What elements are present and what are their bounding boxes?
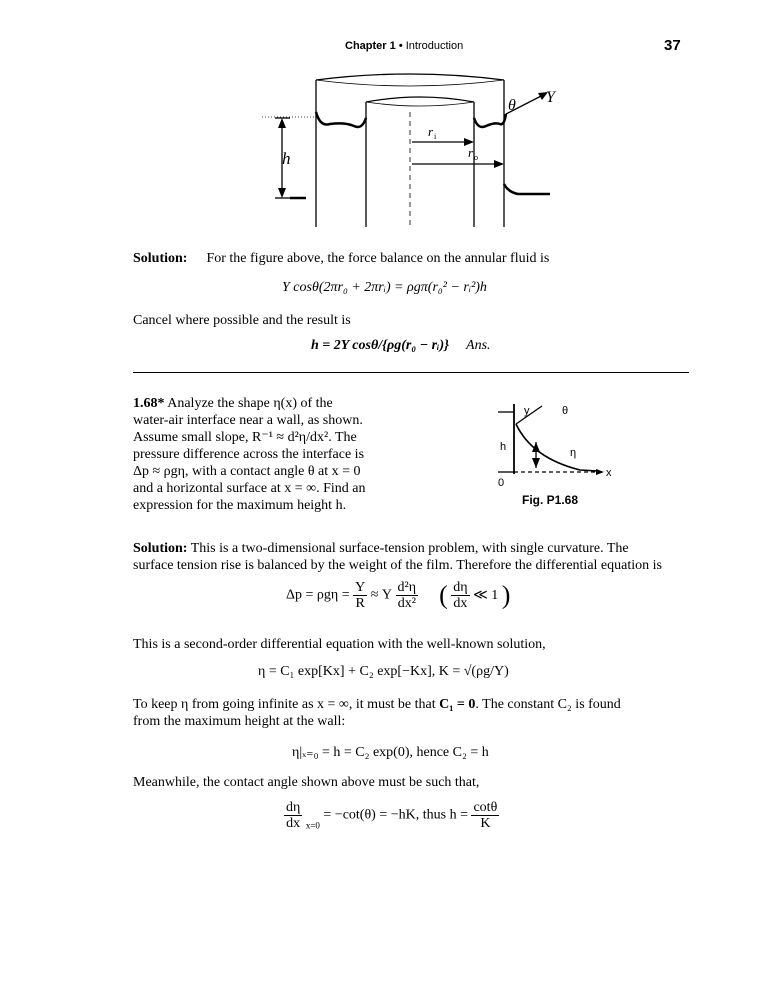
solution2-para-2 xyxy=(133,696,693,730)
problem-line-4: pressure difference across the interface is xyxy=(133,447,365,462)
solution2-intro xyxy=(133,540,693,574)
problem-statement xyxy=(133,395,413,514)
eq-dx2: dx² xyxy=(397,596,416,611)
contact-angle-equation xyxy=(284,800,499,831)
ri-label: r xyxy=(428,124,434,139)
eq5-num: cotθ xyxy=(473,800,498,815)
eq-Y: Y xyxy=(355,580,366,595)
page-number: 37 xyxy=(664,37,681,54)
ro-sub-label: o xyxy=(474,153,478,162)
eq-ll: ≪ 1 xyxy=(473,588,499,603)
result-formula: h = 2Y cosθ/{ρg(r₀ − rᵢ)} xyxy=(311,338,450,353)
solution2-lead: Solution: xyxy=(133,541,188,556)
solution1-line xyxy=(133,250,549,267)
eq5-den: K xyxy=(480,816,491,831)
h-label: h xyxy=(282,149,291,168)
fig-caption: Fig. P1.68 xyxy=(522,493,579,507)
solution2-line-4c: . The constant C₂ is found xyxy=(475,697,621,712)
wall-meniscus-figure xyxy=(470,402,620,512)
eq-R: R xyxy=(355,596,365,611)
solution2-line-2: surface tension rise is balanced by the weight of the film. Therefore the differential equation is xyxy=(133,558,662,573)
solution2-line-3: This is a second-order differential equation with the well-known solution, xyxy=(133,637,546,652)
eq-d2eta: d²η xyxy=(397,580,417,595)
force-balance-equation: Y cosθ(2πr₀ + 2πrᵢ) = ρgπ(r₀² − rᵢ²)h xyxy=(282,280,487,295)
fig-zero-label: 0 xyxy=(498,477,505,489)
problem-line-3: Assume small slope, R⁻¹ ≈ d²η/dx². The xyxy=(133,430,357,445)
solution1-text: For the figure above, the force balance on the annular fluid is xyxy=(206,251,550,266)
solution2-line-4a: To keep η from going infinite as x = ∞, it must be that xyxy=(133,697,436,712)
eq5-mid: = −cot(θ) = −hK, thus h = xyxy=(323,807,468,823)
fig-h-label: h xyxy=(500,441,507,453)
differential-equation: Δp = ρgη = $\frac{Y}{R}$ ≈ Y $\frac{\text{d²η}}{\text{dx²}}$ ( $\frac{d\eta}{dx}$ ≪ 1 ) xyxy=(286,580,511,611)
annular-tubes-figure xyxy=(250,72,570,232)
c1-zero: C₁ = 0 xyxy=(439,697,476,712)
problem-line-1: Analyze the shape η(x) of the xyxy=(167,396,333,411)
eq5-sub: x=0 xyxy=(305,820,320,831)
solution1-lead: Solution: xyxy=(133,251,188,266)
solution2-line-5: from the maximum height at the wall: xyxy=(133,714,346,729)
problem-line-6: and a horizontal surface at x = ∞. Find an xyxy=(133,481,366,496)
solution2-line-1: This is a two-dimensional surface-tension problem, with single curvature. The xyxy=(190,541,629,556)
cancel-text: Cancel where possible and the result is xyxy=(133,313,351,328)
eq5-lhs-den: dx xyxy=(286,816,301,831)
boundary-equation: η|ₓ₌₀ = h = C₂ exp(0), hence C₂ = h xyxy=(292,745,489,760)
ri-sub-label: i xyxy=(434,132,437,141)
eq5-lhs-num: dη xyxy=(286,800,301,815)
fig-theta-label: θ xyxy=(562,405,569,417)
running-header xyxy=(345,40,463,52)
section-label: Introduction xyxy=(405,40,464,52)
solution2-line-6: Meanwhile, the contact angle shown above must be such that, xyxy=(133,775,480,790)
problem-line-2: water-air interface near a wall, as shown. xyxy=(133,413,363,428)
Y-label: Y xyxy=(546,89,555,106)
ans-label: Ans. xyxy=(466,338,491,353)
fig-eta-label: η xyxy=(570,447,577,459)
chapter-label: Chapter 1 xyxy=(345,40,396,52)
problem-line-5: Δp ≈ ρgη, with a contact angle θ at x = 0 xyxy=(133,464,361,479)
problem-number: 1.68* xyxy=(133,396,165,411)
fig-y-label: y xyxy=(524,405,530,417)
problem-line-7: expression for the maximum height h. xyxy=(133,498,347,513)
eq-dx: dx xyxy=(453,596,468,611)
fig-x-label: x xyxy=(606,467,612,479)
eq-approx: ≈ Y xyxy=(370,587,393,603)
result-equation xyxy=(311,338,491,354)
ro-label: r xyxy=(468,145,474,160)
general-solution-equation: η = C₁ exp[Kx] + C₂ exp[−Kx], K = √(ρg/Y) xyxy=(258,664,509,679)
eq-deta: dη xyxy=(453,580,468,595)
theta-label: θ xyxy=(508,97,516,114)
eq-lhs: Δp = ρgη = xyxy=(286,587,354,603)
header-bullet: • xyxy=(398,40,403,52)
section-divider xyxy=(133,372,689,373)
